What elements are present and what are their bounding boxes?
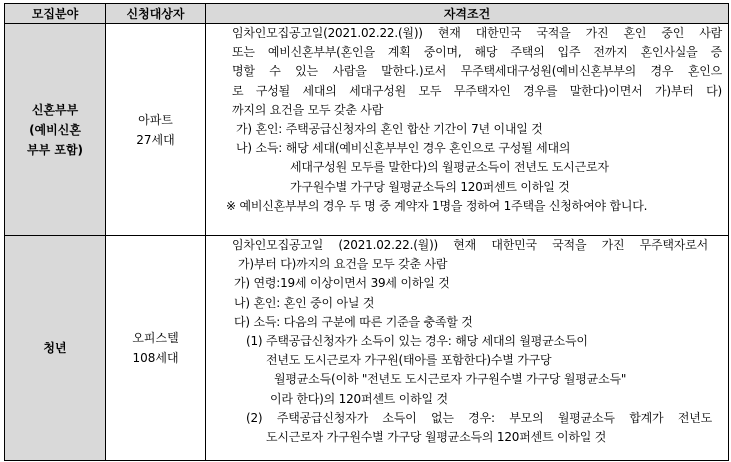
condition-line: 가) 연령:19세 이상이면서 39세 이하일 것 <box>234 276 450 291</box>
eligibility-table <box>4 3 729 461</box>
condition-line: 월평균소득(이하 "전년도 도시근로자 가구원수별 가구당 월평균소득" <box>274 372 627 387</box>
condition-line: 임차인모집공고일(2021.02.22.(월)) 현재 대한민국 국적을 가진 혼인 중인 사람 <box>232 26 722 40</box>
condition-line: 가구원수별 가구당 월평균소득의 120퍼센트 이하일 것 <box>290 179 570 194</box>
category-line: 청년 <box>43 341 67 355</box>
unit-count: 27세대 <box>136 132 175 147</box>
target-cell <box>106 236 206 461</box>
condition-line: 임차인모집공고일 (2021.02.22.(월)) 현재 대한민국 국적을 가진 무주택자로서 <box>232 238 708 252</box>
condition-line: 전년도 도시근로자 가구원(태아를 포함한다)수별 가구당 <box>266 353 552 368</box>
housing-type: 오피스텔 <box>132 331 179 345</box>
header-target: 신청대상자 <box>106 4 206 24</box>
category-cell <box>5 24 106 236</box>
condition-line: 나) 혼인: 혼인 중이 아닐 것 <box>234 295 375 310</box>
header-conditions: 자격조건 <box>206 4 729 24</box>
table-row-youth <box>5 236 729 461</box>
table-row-newlyweds <box>5 24 729 236</box>
condition-line: 명할 수 있는 사람을 말한다.)로서 무주택세대구성원(예비신혼부부의 경우 혼인으 <box>232 64 722 79</box>
condition-line: (2) 주택공급신청자가 소득이 없는 경우: 부모의 월평균소득 합계가 전년도 <box>246 410 712 425</box>
conditions-cell <box>206 236 729 461</box>
condition-line: 다) 소득: 다음의 구분에 따른 기준을 충족할 것 <box>234 314 473 329</box>
condition-line: 도시근로자 가구원수별 가구당 월평균소득의 120퍼센트 이하일 것 <box>266 429 607 444</box>
condition-line: 이라 한다)의 120퍼센트 이하일 것 <box>270 391 448 406</box>
target-cell <box>106 24 206 236</box>
condition-line: 까지의 요건을 모두 갖춘 사람 <box>232 102 384 117</box>
category-cell <box>5 236 106 461</box>
condition-line: (1) 주택공급신청자가 소득이 있는 경우: 해당 세대의 월평균소득이 <box>246 333 588 348</box>
condition-line: 가)부터 다)까지의 요건을 모두 갖춘 사람 <box>238 257 448 272</box>
condition-line: 가) 혼인: 주택공급신청자의 혼인 합산 기간이 7년 이내일 것 <box>236 121 543 136</box>
header-field: 모집분야 <box>5 4 106 24</box>
unit-count: 108세대 <box>132 351 179 365</box>
category-line: (예비신혼 <box>29 122 81 137</box>
condition-line: 세대구성원 모두를 말한다)의 월평균소득이 전년도 도시근로자 <box>290 160 609 175</box>
condition-line: 나) 소득: 해당 세대(예비신혼부부인 경우 혼인으로 구성될 세대의 <box>236 141 571 156</box>
conditions-cell <box>206 24 729 236</box>
header-row <box>5 4 729 24</box>
condition-line: 로 구성될 세대의 세대구성원 모두 무주택자인 경우를 말한다)이면서 가)부터 다) <box>232 83 722 98</box>
housing-type: 아파트 <box>138 112 173 127</box>
condition-line: 또는 예비신혼부부(혼인을 계획 중이며, 해당 주택의 입주 전까지 혼인사실을 증 <box>232 45 722 60</box>
note-line: ※ 예비신혼부부의 경우 두 명 중 계약자 1명을 정하여 1주택을 신청하여야 합니다. <box>226 198 648 213</box>
category-line: 신혼부부 <box>31 102 79 117</box>
category-line: 부부 포함) <box>26 142 84 157</box>
